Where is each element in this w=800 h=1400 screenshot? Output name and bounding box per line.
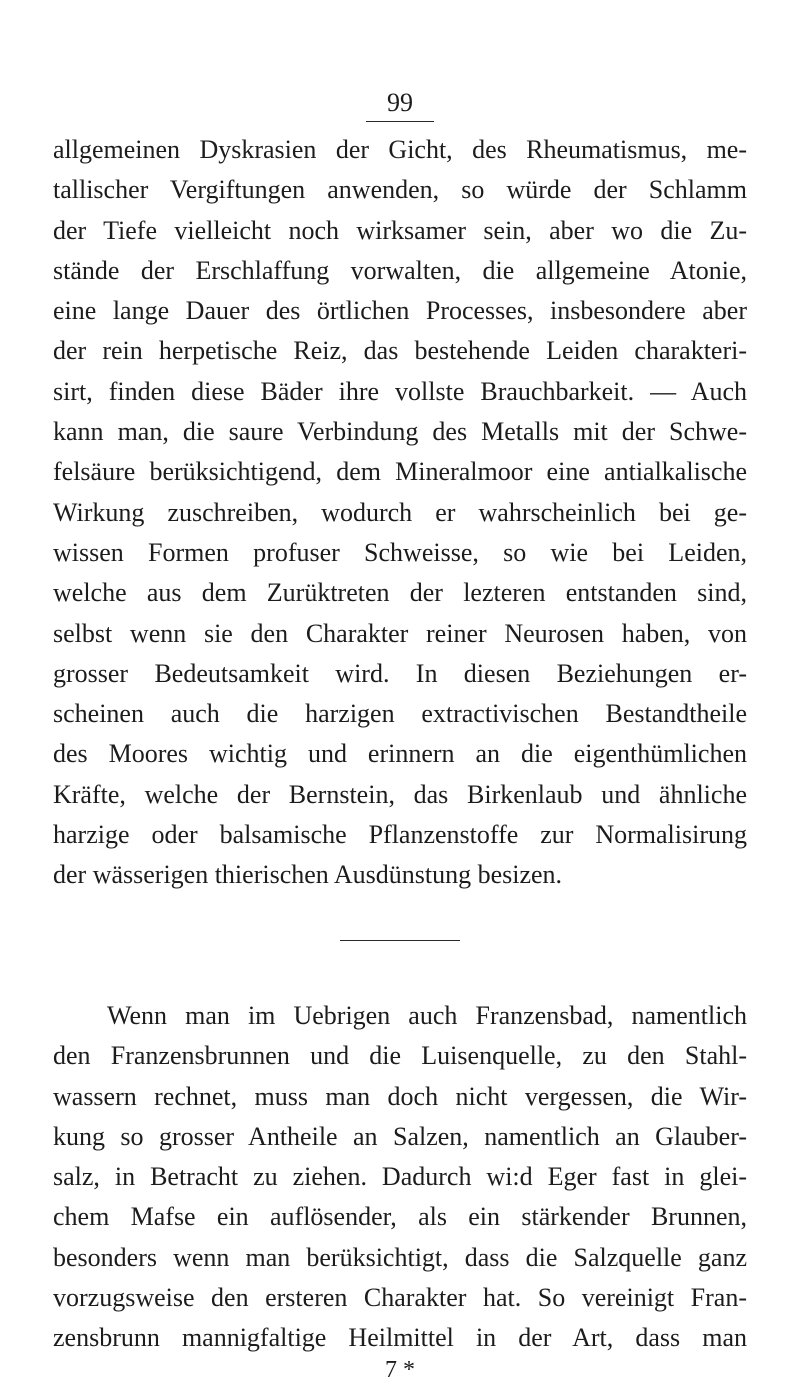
- text-line: vorzugsweise den ersteren Charakter hat. So vereinigt Fran-: [53, 1283, 747, 1313]
- text-line: selbst wenn sie den Charakter reiner Neurosen haben, von: [53, 618, 747, 648]
- text-line: felsäure berüksichtigend, dem Mineralmoor eine antialkalische: [53, 457, 747, 487]
- text-line: harzige oder balsamische Pflanzenstoffe zur Normalisirung: [53, 820, 747, 850]
- text-line: grosser Bedeutsamkeit wird. In diesen Beziehungen er-: [53, 658, 747, 688]
- text-line: stände der Erschlaffung vorwalten, die allgemeine Atonie,: [53, 255, 747, 285]
- text-line: Kräfte, welche der Bernstein, das Birkenlaub und ähnliche: [53, 779, 747, 809]
- section-divider: [340, 940, 460, 941]
- text-line: kung so grosser Antheile an Salzen, namentlich an Glauber-: [53, 1121, 747, 1151]
- text-line: eine lange Dauer des örtlichen Processes, insbesondere aber: [53, 296, 747, 326]
- text-line: zensbrunn mannigfaltige Heilmittel in der Art, dass man: [53, 1323, 747, 1353]
- paragraph-1: [53, 130, 747, 896]
- text-line: der wässerigen thierischen Ausdünstung besizen.: [53, 860, 563, 890]
- text-line: besonders wenn man berüksichtigt, dass die Salzquelle ganz: [53, 1242, 747, 1272]
- text-line: des Moores wichtig und erinnern an die eigenthümlichen: [53, 739, 747, 769]
- text-line: salz, in Betracht zu ziehen. Dadurch wi:d Eger fast in glei-: [53, 1162, 747, 1192]
- text-line: den Franzensbrunnen und die Luisenquelle, zu den Stahl-: [53, 1041, 747, 1071]
- text-line: tallischer Vergiftungen anwenden, so würde der Schlamm: [53, 175, 747, 205]
- text-line: sirt, finden diese Bäder ihre vollste Brauchbarkeit. — Auch: [53, 376, 747, 406]
- text-line: scheinen auch die harzigen extractivischen Bestandtheile: [53, 699, 747, 729]
- text-line: der rein herpetische Reiz, das bestehende Leiden charakteri-: [53, 336, 747, 366]
- text-line: allgemeinen Dyskrasien der Gicht, des Rheumatismus, me-: [53, 135, 747, 164]
- paragraph-2: [53, 996, 747, 1359]
- page-number: 99: [387, 88, 413, 117]
- text-line: Wenn man im Uebrigen auch Franzensbad, namentlich: [107, 1001, 747, 1030]
- text-line: chem Mafse ein auflösender, als ein stärkender Brunnen,: [53, 1202, 747, 1232]
- text-line: Wirkung zuschreiben, wodurch er wahrscheinlich bei ge-: [53, 497, 747, 527]
- text-line: wassern rechnet, muss man doch nicht vergessen, die Wir-: [53, 1081, 747, 1111]
- text-line: kann man, die saure Verbindung des Metalls mit der Schwe-: [53, 417, 747, 447]
- text-line: der Tiefe vielleicht noch wirksamer sein, aber wo die Zu-: [53, 215, 747, 245]
- signature-mark: 7 *: [385, 1357, 415, 1383]
- page-number-rule: [366, 121, 434, 122]
- text-line: welche aus dem Zurüktreten der lezteren entstanden sind,: [53, 578, 747, 608]
- text-line: wissen Formen profuser Schweisse, so wie bei Leiden,: [53, 537, 747, 567]
